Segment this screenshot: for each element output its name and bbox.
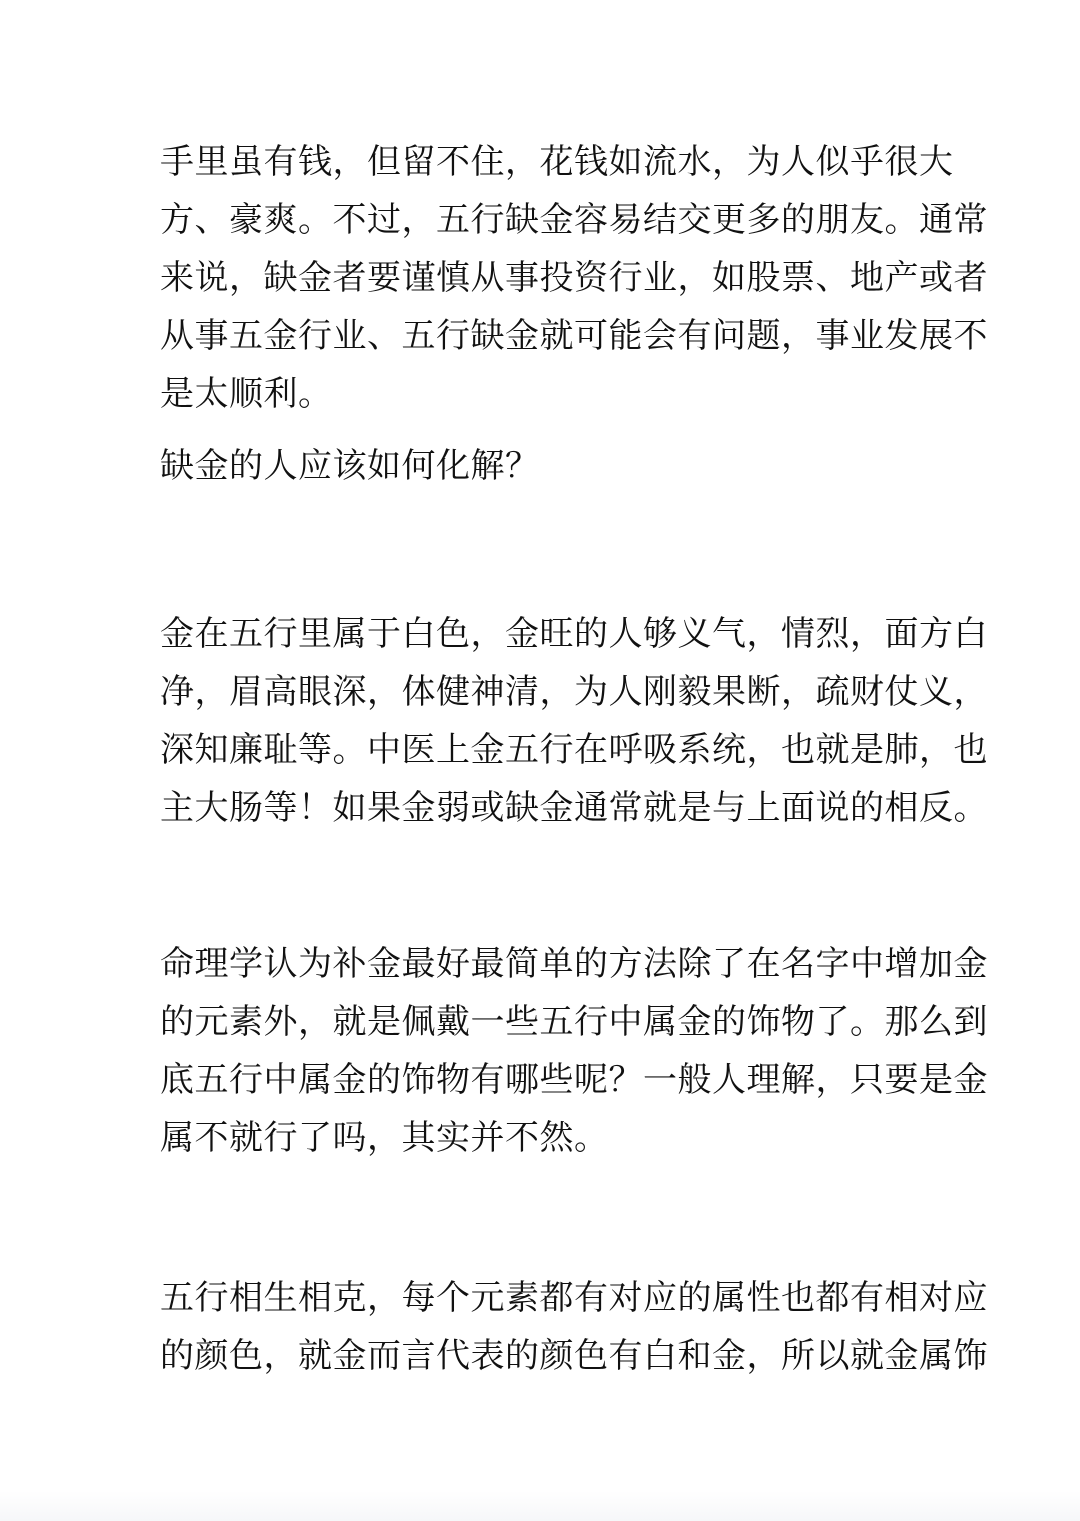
text-line: 方、豪爽。不过，五行缺金容易结交更多的朋友。通常 xyxy=(160,201,988,239)
paragraph-gold-traits xyxy=(160,605,988,837)
text-line: 金在五行里属于白色，金旺的人够义气，情烈，面方白 xyxy=(160,615,988,653)
paragraph-colors xyxy=(160,1269,988,1385)
bottom-fade xyxy=(0,1491,1080,1521)
text-line: 属不就行了吗，其实并不然。 xyxy=(160,1119,609,1157)
text-line: 从事五金行业、五行缺金就可能会有问题，事业发展不 xyxy=(160,317,988,355)
text-line: 底五行中属金的饰物有哪些呢？一般人理解，只要是金 xyxy=(160,1061,988,1099)
paragraph-question xyxy=(160,437,920,495)
text-line: 净，眉高眼深，体健神清，为人刚毅果断，疏财仗义， xyxy=(160,673,988,711)
text-line: 深知廉耻等。中医上金五行在呼吸系统，也就是肺，也 xyxy=(160,731,988,769)
paragraph-intro-wealth xyxy=(160,133,988,423)
text-line: 的元素外，就是佩戴一些五行中属金的饰物了。那么到 xyxy=(160,1003,988,1041)
paragraph-remedy xyxy=(160,935,988,1167)
text-line: 主大肠等！如果金弱或缺金通常就是与上面说的相反。 xyxy=(160,789,988,827)
text-line: 的颜色，就金而言代表的颜色有白和金，所以就金属饰 xyxy=(160,1337,988,1375)
text-line: 手里虽有钱，但留不住，花钱如流水，为人似乎很大 xyxy=(160,143,954,181)
text-line: 命理学认为补金最好最简单的方法除了在名字中增加金 xyxy=(160,945,988,983)
text-line: 五行相生相克，每个元素都有对应的属性也都有相对应 xyxy=(160,1279,988,1317)
text-line: 缺金的人应该如何化解？ xyxy=(160,447,540,485)
text-line: 是太顺利。 xyxy=(160,375,333,413)
text-line: 来说，缺金者要谨慎从事投资行业，如股票、地产或者 xyxy=(160,259,988,297)
